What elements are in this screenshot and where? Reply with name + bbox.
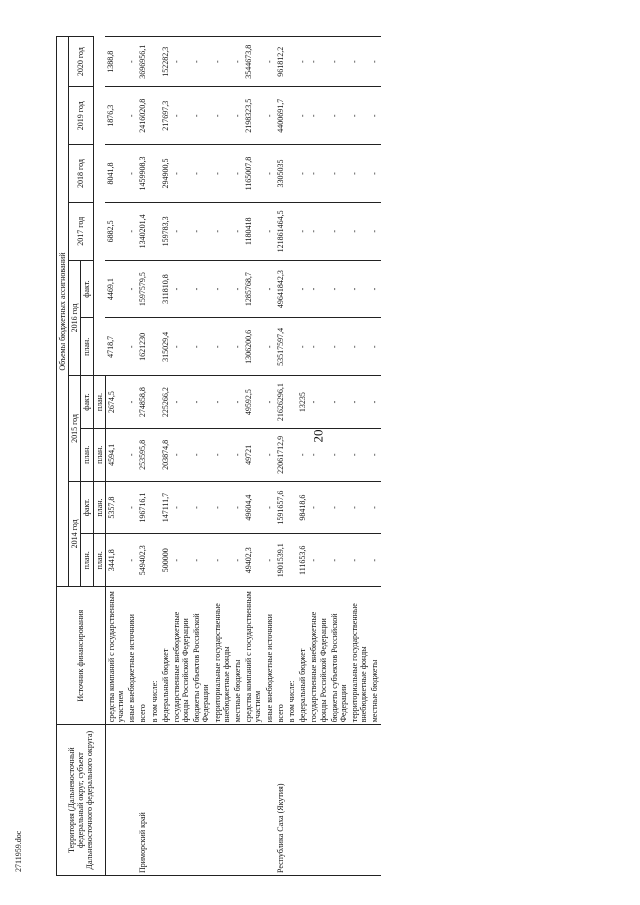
value-cell: -	[126, 428, 137, 481]
territory-cell	[149, 725, 160, 876]
value-cell: -	[349, 260, 369, 318]
value-cell: 2198323,5	[243, 87, 263, 145]
value-cell	[149, 428, 160, 481]
table-row	[212, 37, 232, 876]
territory-cell	[329, 725, 349, 876]
value-cell: -	[212, 376, 232, 429]
source-cell: иные внебюджетные источники	[264, 587, 275, 725]
value-cell: 1340201,4	[137, 202, 148, 260]
territory-cell: Приморский край	[137, 725, 148, 876]
value-cell: -	[232, 428, 243, 481]
value-cell: -	[232, 145, 243, 203]
value-cell: 1459908,3	[137, 145, 148, 203]
footer-filename: 2711959.doc	[14, 830, 23, 872]
value-cell: -	[308, 481, 328, 534]
value-cell: 311810,8	[160, 260, 171, 318]
table-row	[171, 37, 191, 876]
territory-cell	[349, 725, 369, 876]
value-cell: -	[171, 260, 191, 318]
territory-cell	[212, 725, 232, 876]
value-cell: -	[126, 202, 137, 260]
value-cell: -	[264, 145, 275, 203]
source-cell: территориальные государственные внебюджетные фонды	[349, 587, 369, 725]
value-cell: -	[308, 534, 328, 587]
value-cell: -	[329, 318, 349, 376]
value-cell: 1180418	[243, 202, 263, 260]
value-cell: -	[264, 428, 275, 481]
source-cell: всего	[137, 587, 148, 725]
value-cell: 217697,3	[160, 87, 171, 145]
source-cell: федеральный бюджет	[160, 587, 171, 725]
value-cell: 225266,2	[160, 376, 171, 429]
value-cell: 196716,1	[137, 481, 148, 534]
table-row	[297, 37, 308, 876]
table-row	[308, 37, 328, 876]
table-row	[191, 37, 211, 876]
territory-cell	[160, 725, 171, 876]
source-cell: средства компаний с государственным участием	[105, 587, 126, 725]
value-cell	[149, 37, 160, 87]
value-cell: 1591657,6	[275, 481, 286, 534]
territory-cell	[105, 725, 126, 876]
value-cell: -	[171, 87, 191, 145]
value-cell: 49402,3	[243, 534, 263, 587]
value-cell: -	[369, 260, 380, 318]
table-row	[264, 37, 275, 876]
header-year-2017: 2017 год	[69, 202, 93, 260]
value-cell: -	[171, 145, 191, 203]
value-cell: -	[171, 428, 191, 481]
value-cell: -	[349, 481, 369, 534]
source-cell: бюджеты субъектов Российской Федерации	[191, 587, 211, 725]
value-cell	[286, 534, 297, 587]
rotated-table-container	[56, 36, 622, 876]
value-cell: -	[212, 37, 232, 87]
value-cell: -	[349, 37, 369, 87]
value-cell	[286, 481, 297, 534]
value-cell: -	[191, 481, 211, 534]
value-cell: -	[308, 376, 328, 429]
value-cell: -	[264, 318, 275, 376]
value-cell: -	[212, 87, 232, 145]
value-cell: -	[264, 202, 275, 260]
value-cell: -	[297, 37, 308, 87]
value-cell: 3696956,1	[137, 37, 148, 87]
value-cell: -	[369, 376, 380, 429]
source-cell: федеральный бюджет	[297, 587, 308, 725]
value-cell: -	[171, 481, 191, 534]
value-cell: 111653,6	[297, 534, 308, 587]
value-cell: -	[349, 202, 369, 260]
header-year-2018: 2018 год	[69, 145, 93, 203]
value-cell: -	[171, 318, 191, 376]
territory-cell	[171, 725, 191, 876]
value-cell: -	[264, 260, 275, 318]
value-cell: -	[369, 481, 380, 534]
value-cell: 49641842,3	[275, 260, 286, 318]
value-cell: -	[191, 202, 211, 260]
value-cell: -	[349, 376, 369, 429]
value-cell: -	[349, 318, 369, 376]
value-cell	[286, 87, 297, 145]
value-cell: -	[297, 145, 308, 203]
value-cell: -	[369, 145, 380, 203]
value-cell: -	[349, 534, 369, 587]
value-cell: -	[308, 428, 328, 481]
header-source: Источник финансирования	[57, 587, 106, 725]
source-cell: в том числе:	[286, 587, 297, 725]
header-year-2014: 2014 год	[69, 481, 81, 586]
value-cell: 1876,3	[105, 87, 126, 145]
value-cell: -	[171, 37, 191, 87]
value-cell: -	[232, 260, 243, 318]
table-row	[275, 37, 286, 876]
value-cell: -	[329, 534, 349, 587]
value-cell: 4400691,7	[275, 87, 286, 145]
value-cell: 152282,3	[160, 37, 171, 87]
territory-cell	[264, 725, 275, 876]
header-volumes: Объемы бюджетных ассигнований	[57, 37, 69, 587]
value-cell: -	[297, 428, 308, 481]
table-row	[160, 37, 171, 876]
value-cell: 22061712,9	[275, 428, 286, 481]
source-cell: в том числе:	[149, 587, 160, 725]
value-cell: -	[308, 202, 328, 260]
table-body	[105, 37, 380, 876]
value-cell: -	[212, 145, 232, 203]
value-cell: -	[308, 37, 328, 87]
value-cell: -	[297, 202, 308, 260]
value-cell: 1901539,1	[275, 534, 286, 587]
value-cell	[149, 145, 160, 203]
value-cell: -	[232, 87, 243, 145]
value-cell: 253595,8	[137, 428, 148, 481]
value-cell: -	[264, 534, 275, 587]
value-cell: -	[212, 428, 232, 481]
territory-cell	[243, 725, 263, 876]
value-cell	[286, 376, 297, 429]
value-cell: -	[308, 87, 328, 145]
value-cell: -	[329, 376, 349, 429]
value-cell: -	[264, 481, 275, 534]
value-cell	[149, 202, 160, 260]
value-cell: -	[191, 534, 211, 587]
value-cell: 549402,3	[137, 534, 148, 587]
value-cell: -	[329, 202, 349, 260]
value-cell: 49721	[243, 428, 263, 481]
source-cell: государственные внебюджетные фонды Российской Федерации	[308, 587, 328, 725]
value-cell	[286, 37, 297, 87]
value-cell: 203874,8	[160, 428, 171, 481]
source-cell: всего	[275, 587, 286, 725]
value-cell: 21626296,1	[275, 376, 286, 429]
header-year-2015: 2015 год	[69, 376, 81, 481]
source-cell: государственные внебюджетные фонды Российской Федерации	[171, 587, 191, 725]
value-cell: -	[369, 202, 380, 260]
value-cell: -	[329, 87, 349, 145]
value-cell: -	[297, 260, 308, 318]
value-cell: 3305035	[275, 145, 286, 203]
value-cell: -	[264, 37, 275, 87]
value-cell: 49592,5	[243, 376, 263, 429]
value-cell: 1597579,5	[137, 260, 148, 318]
value-cell	[149, 376, 160, 429]
header-plan: план.	[93, 481, 105, 534]
value-cell	[149, 318, 160, 376]
table-row	[105, 37, 126, 876]
value-cell: -	[191, 37, 211, 87]
header-plan: план.	[93, 428, 105, 481]
value-cell: -	[126, 318, 137, 376]
value-cell	[286, 318, 297, 376]
value-cell: -	[232, 481, 243, 534]
value-cell: -	[191, 87, 211, 145]
value-cell: 1285768,7	[243, 260, 263, 318]
value-cell: 1165007,8	[243, 145, 263, 203]
value-cell: -	[232, 37, 243, 87]
header-year-2020: 2020 год	[69, 37, 93, 87]
value-cell: 294900,5	[160, 145, 171, 203]
value-cell: 1306200,6	[243, 318, 263, 376]
value-cell: -	[329, 37, 349, 87]
value-cell: -	[369, 428, 380, 481]
value-cell: 3544673,8	[243, 37, 263, 87]
table-row	[329, 37, 349, 876]
table-row	[137, 37, 148, 876]
source-cell: бюджеты субъектов Российской Федерации	[329, 587, 349, 725]
value-cell: -	[212, 202, 232, 260]
header-plan: план.	[81, 428, 93, 481]
value-cell: 274858,8	[137, 376, 148, 429]
value-cell: -	[171, 202, 191, 260]
territory-cell	[308, 725, 328, 876]
table-row	[286, 37, 297, 876]
value-cell: -	[308, 260, 328, 318]
value-cell	[286, 145, 297, 203]
value-cell: -	[126, 37, 137, 87]
value-cell	[286, 202, 297, 260]
territory-cell	[232, 725, 243, 876]
table-row	[232, 37, 243, 876]
value-cell: -	[349, 428, 369, 481]
header-plan: план.	[93, 534, 105, 587]
value-cell: -	[369, 318, 380, 376]
header-plan: план.	[81, 534, 93, 587]
value-cell: -	[369, 87, 380, 145]
territory-cell	[369, 725, 380, 876]
value-cell: 2416020,8	[137, 87, 148, 145]
value-cell: 4469,1	[105, 260, 126, 318]
territory-cell	[191, 725, 211, 876]
value-cell: -	[191, 376, 211, 429]
value-cell: 53517597,4	[275, 318, 286, 376]
value-cell: 5357,8	[105, 481, 126, 534]
value-cell	[286, 428, 297, 481]
value-cell: 4718,7	[105, 318, 126, 376]
value-cell: 2674,5	[105, 376, 126, 429]
header-plan: план.	[81, 318, 93, 376]
table-row	[243, 37, 263, 876]
value-cell: 6882,5	[105, 202, 126, 260]
value-cell: -	[329, 481, 349, 534]
value-cell: -	[191, 260, 211, 318]
header-fact: факт.	[81, 481, 93, 534]
territory-cell	[286, 725, 297, 876]
value-cell: -	[369, 534, 380, 587]
source-cell: иные внебюджетные источники	[126, 587, 137, 725]
value-cell: -	[232, 202, 243, 260]
value-cell: 1621230	[137, 318, 148, 376]
territory-cell	[126, 725, 137, 876]
value-cell: 500000	[160, 534, 171, 587]
value-cell: -	[264, 87, 275, 145]
value-cell: -	[329, 260, 349, 318]
value-cell: -	[329, 145, 349, 203]
source-cell: территориальные государственные внебюджетные фонды	[212, 587, 232, 725]
value-cell: -	[212, 318, 232, 376]
header-territory: Территория (Дальневосточный федеральный округ, субъект Дальневосточного федерального округа)	[57, 725, 106, 876]
table-row	[126, 37, 137, 876]
header-year-2016: 2016 год	[69, 260, 81, 376]
value-cell: -	[191, 145, 211, 203]
page-number: 20	[310, 429, 326, 443]
table-row	[349, 37, 369, 876]
budget-table	[56, 36, 381, 876]
value-cell: -	[369, 37, 380, 87]
value-cell: 98418,6	[297, 481, 308, 534]
value-cell: -	[171, 534, 191, 587]
value-cell: -	[126, 145, 137, 203]
value-cell: -	[126, 481, 137, 534]
value-cell: 4594,1	[105, 428, 126, 481]
value-cell: -	[232, 318, 243, 376]
value-cell: 159783,3	[160, 202, 171, 260]
value-cell: 315029,4	[160, 318, 171, 376]
value-cell	[149, 87, 160, 145]
value-cell: -	[126, 260, 137, 318]
value-cell: -	[126, 87, 137, 145]
source-cell: средства компаний с государственным участием	[243, 587, 263, 725]
value-cell: -	[212, 481, 232, 534]
value-cell: -	[191, 428, 211, 481]
table-row	[149, 37, 160, 876]
header-year-2019: 2019 год	[69, 87, 93, 145]
value-cell: 147111,7	[160, 481, 171, 534]
header-fact: факт.	[81, 376, 93, 429]
source-cell: местные бюджеты	[369, 587, 380, 725]
header-fact: факт.	[81, 260, 93, 318]
value-cell: -	[308, 145, 328, 203]
value-cell: -	[212, 260, 232, 318]
value-cell: -	[349, 87, 369, 145]
value-cell: -	[171, 376, 191, 429]
value-cell	[149, 260, 160, 318]
value-cell: 13235	[297, 376, 308, 429]
value-cell: -	[297, 318, 308, 376]
territory-cell	[297, 725, 308, 876]
value-cell: -	[212, 534, 232, 587]
value-cell: -	[308, 318, 328, 376]
value-cell: -	[191, 318, 211, 376]
value-cell: 49604,4	[243, 481, 263, 534]
value-cell: -	[126, 376, 137, 429]
value-cell: -	[329, 428, 349, 481]
value-cell: -	[232, 534, 243, 587]
territory-cell: Республика Саха (Якутия)	[275, 725, 286, 876]
header-plan: план.	[93, 376, 105, 429]
value-cell: -	[349, 145, 369, 203]
value-cell: -	[126, 534, 137, 587]
value-cell: -	[232, 376, 243, 429]
value-cell: -	[297, 87, 308, 145]
table-row	[369, 37, 380, 876]
source-cell: местные бюджеты	[232, 587, 243, 725]
value-cell: 1388,8	[105, 37, 126, 87]
value-cell: 3441,8	[105, 534, 126, 587]
value-cell: 121861464,5	[275, 202, 286, 260]
value-cell: -	[264, 376, 275, 429]
value-cell: 961812,2	[275, 37, 286, 87]
value-cell	[149, 481, 160, 534]
value-cell: 8041,8	[105, 145, 126, 203]
value-cell	[149, 534, 160, 587]
value-cell	[286, 260, 297, 318]
